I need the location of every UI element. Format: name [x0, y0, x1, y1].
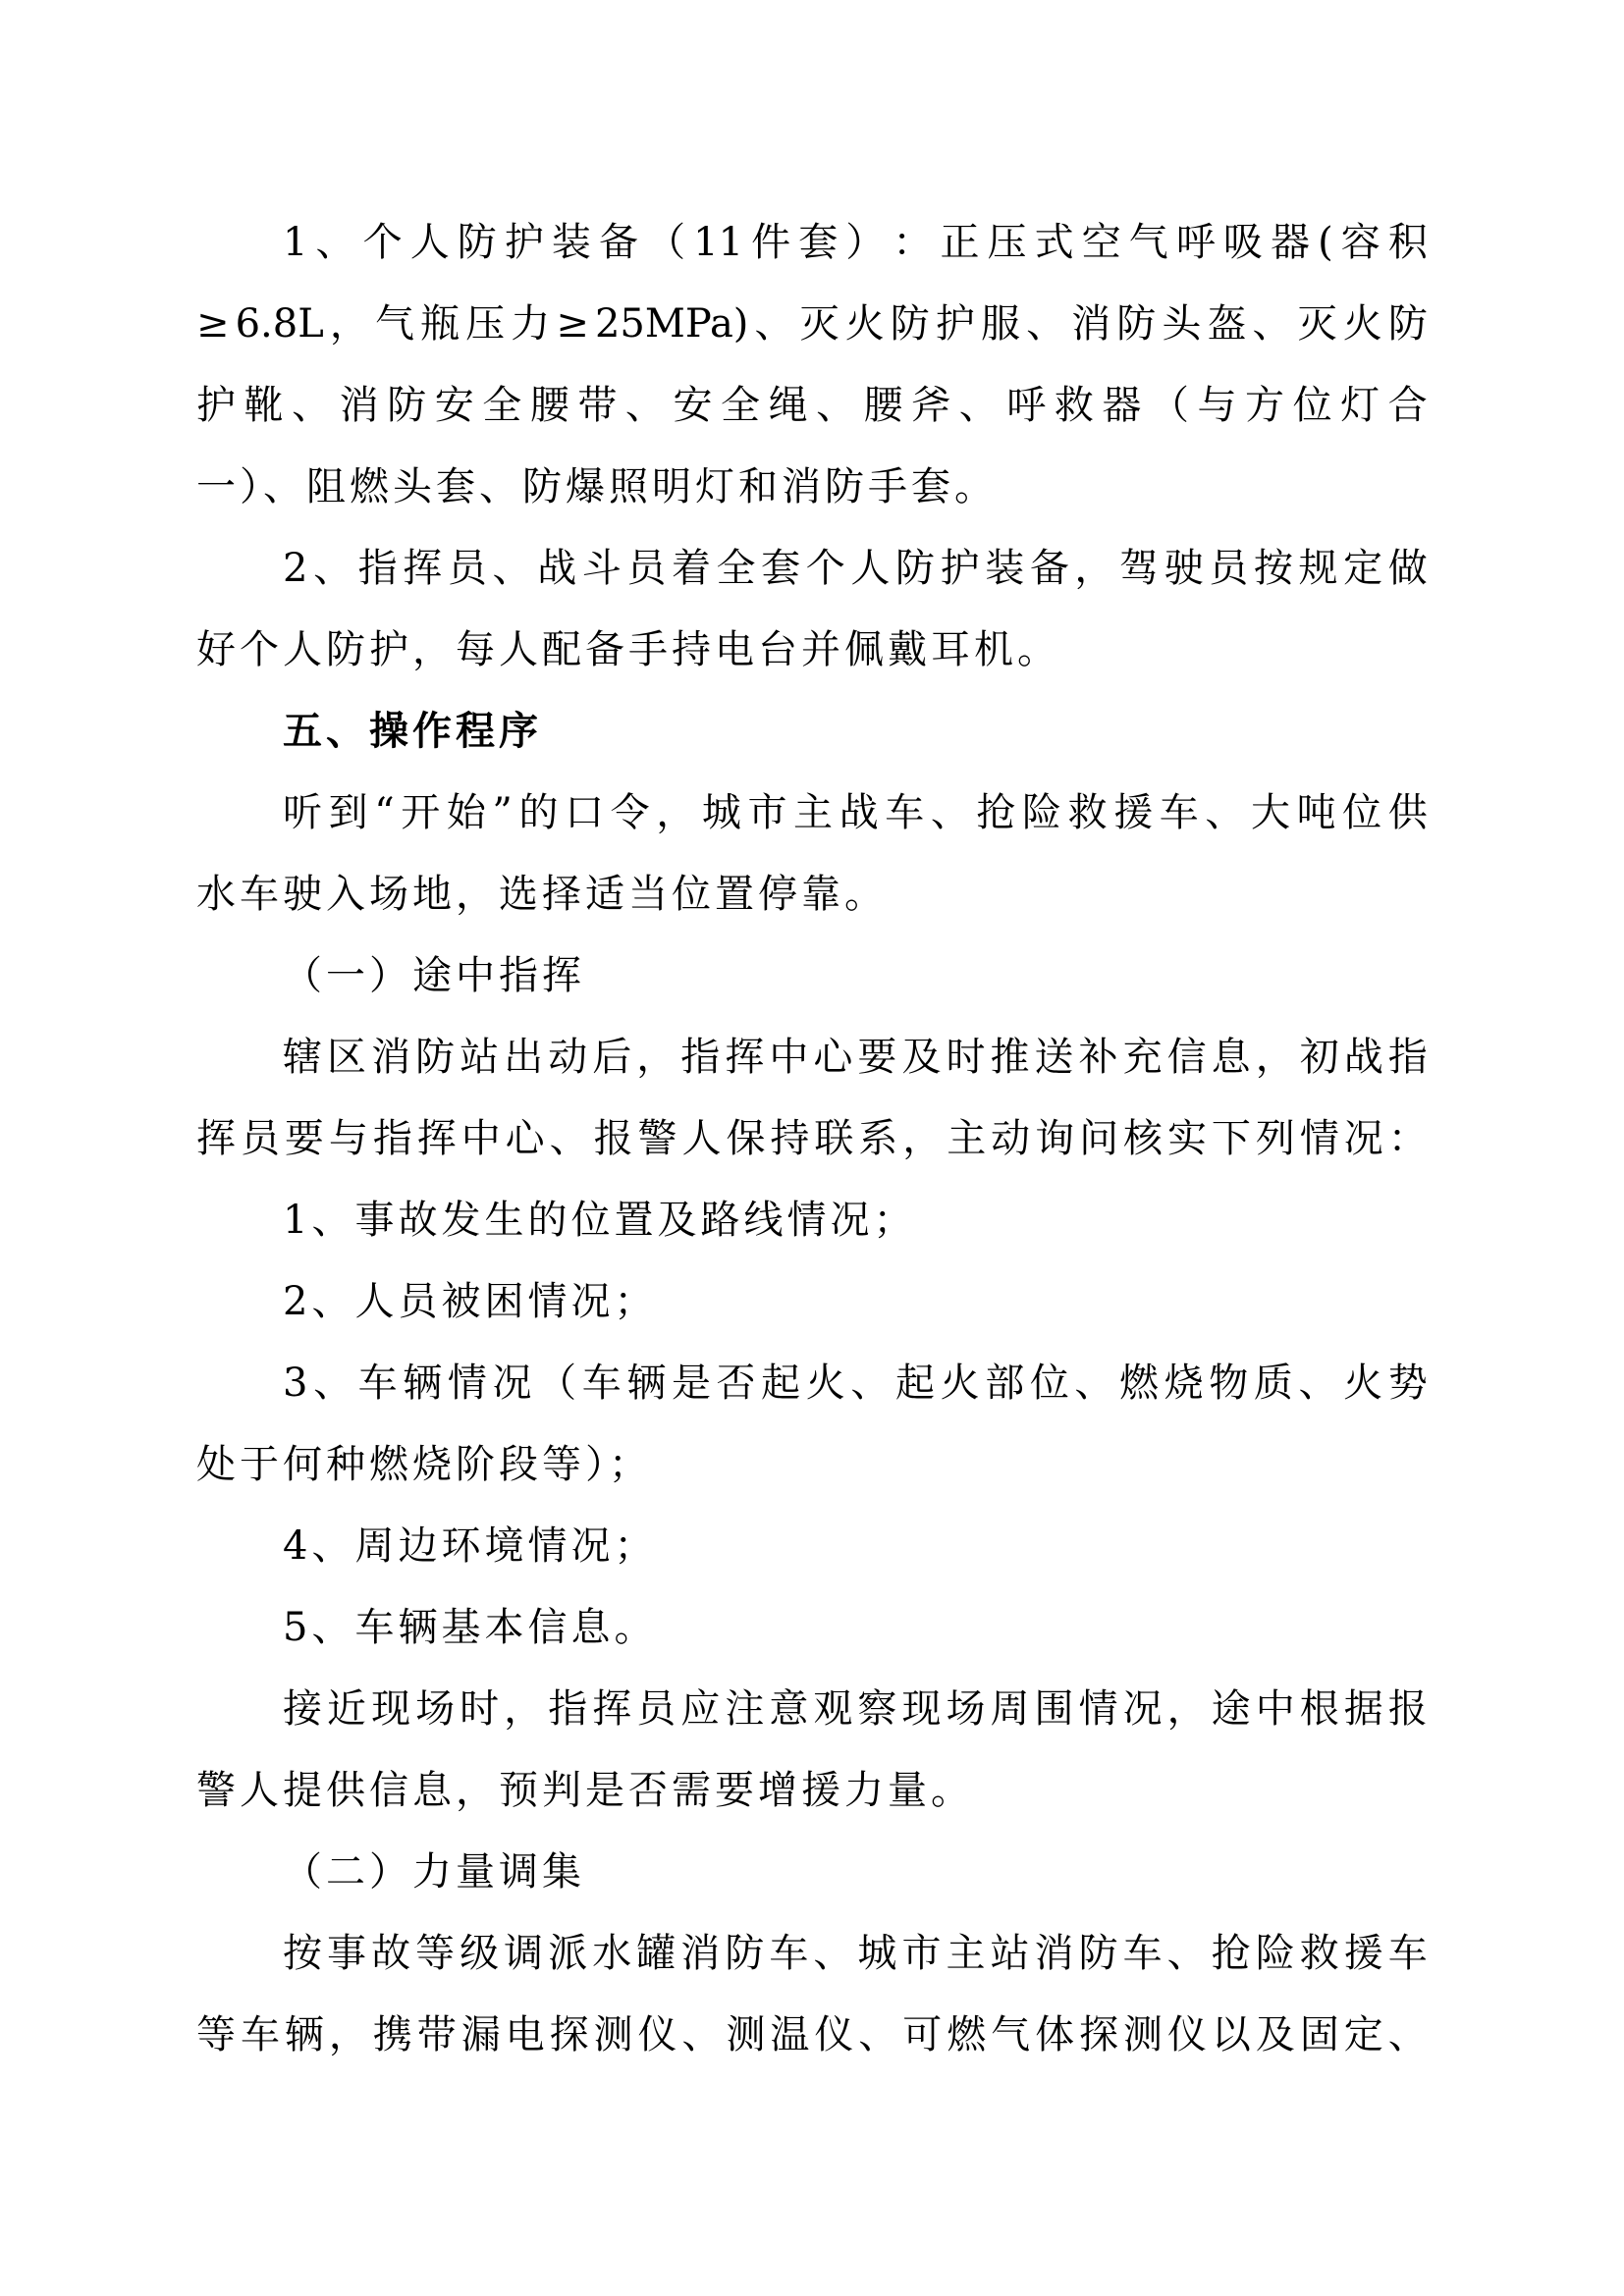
paragraph-line: 挥 员 要 与 指 挥 中 心 、 报 警 人 保 持 联 系 ， 主 动 询 问 核 实 下 列 情 况 ： [196, 1116, 1428, 1161]
subsection-heading: （一）途中指挥 [283, 953, 585, 998]
paragraph-line: 护 靴 、 消 防 安 全 腰 带 、 安 全 绳 、 腰 斧 、 呼 救 器 （ 与 方 位 灯 合 [196, 383, 1428, 428]
paragraph-line: 1、事故发生的位置及路线情况； [283, 1198, 917, 1243]
paragraph-line: 听 到 “ 开 始 ” 的 口 令 ， 城 市 主 战 车 、 抢 险 救 援 车 、 大 吨 位 供 [283, 790, 1428, 835]
paragraph-line: 等 车 辆 ， 携 带 漏 电 探 测 仪 、 测 温 仪 、 可 燃 气 体 探 测 仪 以 及 固 定 、 [196, 2012, 1428, 2057]
paragraph-line: 5、车辆基本信息。 [283, 1605, 658, 1650]
document-page [196, 202, 1428, 2076]
paragraph-line: 4、周边环境情况； [283, 1523, 658, 1569]
paragraph-line: 辖 区 消 防 站 出 动 后 ， 指 挥 中 心 要 及 时 推 送 补 充 信 息 ， 初 战 指 [283, 1035, 1428, 1080]
paragraph-line: 水车驶入场地，选择适当位置停靠。 [196, 872, 888, 917]
section-heading: 五、操作程序 [283, 709, 542, 754]
subsection-heading: （二）力量调集 [283, 1849, 585, 1895]
paragraph-line: ≥ 6.8L ， 气 瓶 压 力 ≥ 25MPa) 、 灭 火 防 护 服 、 消 防 头 盔 、 灭 火 防 [196, 301, 1428, 347]
paragraph-line: 处于何种燃烧阶段等）； [196, 1442, 652, 1487]
paragraph-line: 1 、 个 人 防 护 装 备 （ 11 件 套 ） ： 正 压 式 空 气 呼 吸 器 ( 容 积 [283, 220, 1428, 265]
paragraph-line: 警人提供信息，预判是否需要增援力量。 [196, 1768, 974, 1813]
paragraph-line: 接 近 现 场 时 ， 指 挥 员 应 注 意 观 察 现 场 周 围 情 况 ， 途 中 根 据 报 [283, 1686, 1428, 1732]
paragraph-line: 3 、 车 辆 情 况 （ 车 辆 是 否 起 火 、 起 火 部 位 、 燃 烧 物 质 、 火 势 [283, 1361, 1428, 1406]
paragraph-line: 一）、阻燃头套、防爆照明灯和消防手套。 [196, 464, 998, 509]
paragraph-line: 按 事 故 等 级 调 派 水 罐 消 防 车 、 城 市 主 站 消 防 车 、 抢 险 救 援 车 [283, 1931, 1428, 1976]
paragraph-line: 好个人防护，每人配备手持电台并佩戴耳机。 [196, 627, 1060, 672]
paragraph-line: 2 、 指 挥 员 、 战 斗 员 着 全 套 个 人 防 护 装 备 ， 驾 驶 员 按 规 定 做 [283, 546, 1428, 591]
paragraph-line: 2、人员被困情况； [283, 1279, 658, 1324]
